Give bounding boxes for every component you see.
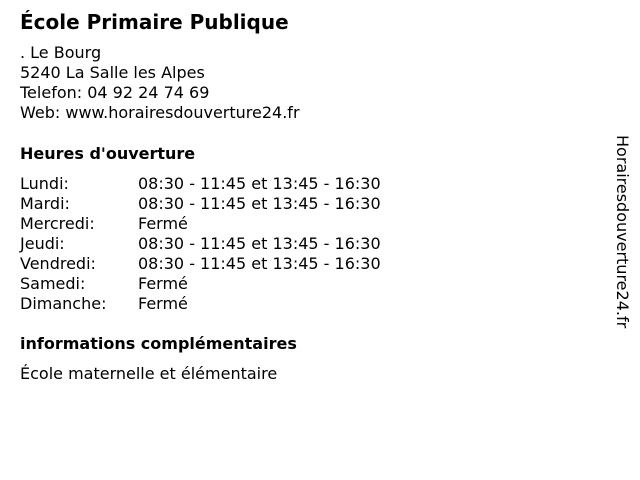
day-label: Samedi: xyxy=(20,274,86,293)
hours-value: Fermé xyxy=(138,214,188,233)
phone-number: Telefon: 04 92 24 74 69 xyxy=(20,83,210,102)
address-block xyxy=(20,43,300,123)
day-label: Mercredi: xyxy=(20,214,95,233)
day-label: Mardi: xyxy=(20,194,70,213)
city-address: 5240 La Salle les Alpes xyxy=(20,63,205,82)
additional-info-heading: informations complémentaires xyxy=(20,334,297,353)
hours-value: Fermé xyxy=(138,294,188,313)
street-address: . Le Bourg xyxy=(20,43,102,62)
page-title: École Primaire Publique xyxy=(20,10,289,34)
site-watermark: Horairesdouverture24.fr xyxy=(613,135,632,329)
hours-value: 08:30 - 11:45 et 13:45 - 16:30 xyxy=(138,174,381,193)
day-label: Dimanche: xyxy=(20,294,107,313)
hours-value: Fermé xyxy=(138,274,188,293)
opening-hours-heading: Heures d'ouverture xyxy=(20,144,196,163)
day-label: Vendredi: xyxy=(20,254,96,273)
hours-value: 08:30 - 11:45 et 13:45 - 16:30 xyxy=(138,254,381,273)
additional-info-text: École maternelle et élémentaire xyxy=(20,364,278,383)
hours-value: 08:30 - 11:45 et 13:45 - 16:30 xyxy=(138,194,381,213)
hours-value: 08:30 - 11:45 et 13:45 - 16:30 xyxy=(138,234,381,253)
day-label: Jeudi: xyxy=(20,234,65,253)
website-link: Web: www.horairesdouverture24.fr xyxy=(20,103,300,122)
day-label: Lundi: xyxy=(20,174,69,193)
